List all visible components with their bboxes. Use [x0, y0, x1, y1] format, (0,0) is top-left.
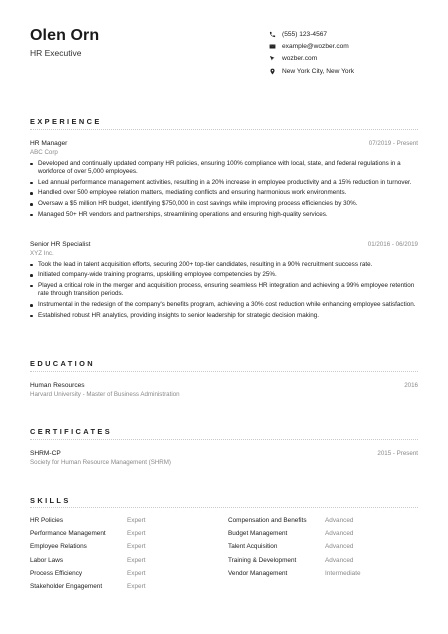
- job-company: XYZ Inc.: [30, 249, 54, 257]
- skill-item: Budget Management Advanced: [228, 530, 354, 538]
- skill-item: Talent Acquisition Advanced: [228, 543, 354, 551]
- skills-column-left: [30, 517, 145, 596]
- bullet-item: Handled over 500 employee relation matters, mediating conflicts and ensuring harmonious work environments.: [30, 189, 418, 198]
- education-divider: [30, 371, 418, 372]
- contact-phone: (555) 123-4567: [268, 28, 354, 40]
- skill-item: Vendor Management Intermediate: [228, 569, 361, 577]
- bullet-item: Developed and continually updated company HR policies, ensuring 100% compliance with local, state, and federal regulations in a workforce of over 5,000 employees.: [30, 160, 418, 177]
- bullet-item: Established robust HR analytics, providing insights to senior leadership for strategic decision making.: [30, 312, 418, 321]
- skill-item: Process Efficiency Expert: [30, 569, 146, 577]
- job-role: Senior HR Specialist: [30, 241, 91, 248]
- job-date: 01/2016 - 06/2019: [367, 241, 418, 248]
- certificates-heading: CERTIFICATES: [30, 427, 113, 436]
- certificate-issuer: Society for Human Resource Management (SHRM): [30, 458, 171, 466]
- bullet-item: Oversaw a $5 million HR budget, identifying $750,000 in cost savings while improving process efficiencies by 30%.: [30, 200, 418, 209]
- bullet-item: Took the lead in talent acquisition efforts, securing 200+ top-tier candidates, resulting in a 90% recruitment success rate.: [30, 261, 418, 270]
- education-entry: [30, 382, 418, 398]
- education-heading: EDUCATION: [30, 359, 95, 368]
- candidate-title: HR Executive: [30, 48, 82, 58]
- bullet-item: Managed 50+ HR vendors and partnerships, streamlining operations and ensuring high-quality services.: [30, 211, 418, 220]
- skills-divider: [30, 507, 418, 508]
- job-bullets: [30, 261, 418, 321]
- bullet-item: Led annual performance management activities, resulting in a 20% increase in employee productivity and a 15% reduction in turnover.: [30, 179, 418, 188]
- certificate-date: 2015 - Present: [377, 450, 418, 457]
- candidate-name: Olen Orn: [30, 27, 100, 44]
- certificate-entry: [30, 450, 418, 466]
- skill-item: Employee Relations Expert: [30, 543, 146, 551]
- job-company: ABC Corp: [30, 148, 58, 156]
- email-icon: [268, 42, 276, 50]
- experience-divider: [30, 129, 418, 130]
- job-date: 07/2019 - Present: [368, 140, 418, 147]
- phone-icon: [268, 30, 276, 38]
- skill-item: Stakeholder Engagement Expert: [30, 582, 146, 590]
- bullet-item: Initiated company-wide training programs, upskilling employee competencies by 25%.: [30, 271, 418, 280]
- education-institution: Harvard University - Master of Business Administration: [30, 390, 180, 398]
- skill-item: HR Policies Expert: [30, 517, 146, 524]
- skills-column-right: [228, 517, 361, 583]
- experience-entry: [30, 241, 418, 322]
- job-bullets: [30, 160, 418, 220]
- education-date: 2016: [404, 382, 418, 389]
- contact-block: [268, 28, 354, 77]
- bullet-item: Played a critical role in the merger and acquisition process, ensuring seamless HR integration and achieving a 99% employee retention rate through transition periods.: [30, 282, 418, 299]
- experience-entry: [30, 140, 418, 221]
- experience-heading: EXPERIENCE: [30, 117, 102, 126]
- skill-item: Performance Management Expert: [30, 530, 146, 538]
- bullet-item: Instrumental in the redesign of the company's benefits program, achieving a 30% cost reduction while enhancing employee satisfaction.: [30, 301, 418, 310]
- job-role: HR Manager: [30, 140, 68, 147]
- skill-item: Compensation and Benefits Advanced: [228, 517, 354, 524]
- location-pin-icon: [268, 67, 276, 75]
- skills-heading: SKILLS: [30, 496, 71, 505]
- skill-item: Labor Laws Expert: [30, 556, 146, 564]
- contact-email[interactable]: example@wozber.com: [268, 40, 354, 52]
- certificate-name: SHRM-CP: [30, 450, 61, 457]
- certificates-divider: [30, 439, 418, 440]
- degree-field: Human Resources: [30, 382, 85, 389]
- skill-item: Training & Development Advanced: [228, 556, 354, 564]
- link-icon: [268, 55, 276, 63]
- contact-website[interactable]: wozber.com: [268, 53, 354, 65]
- contact-location: New York City, New York: [268, 65, 354, 77]
